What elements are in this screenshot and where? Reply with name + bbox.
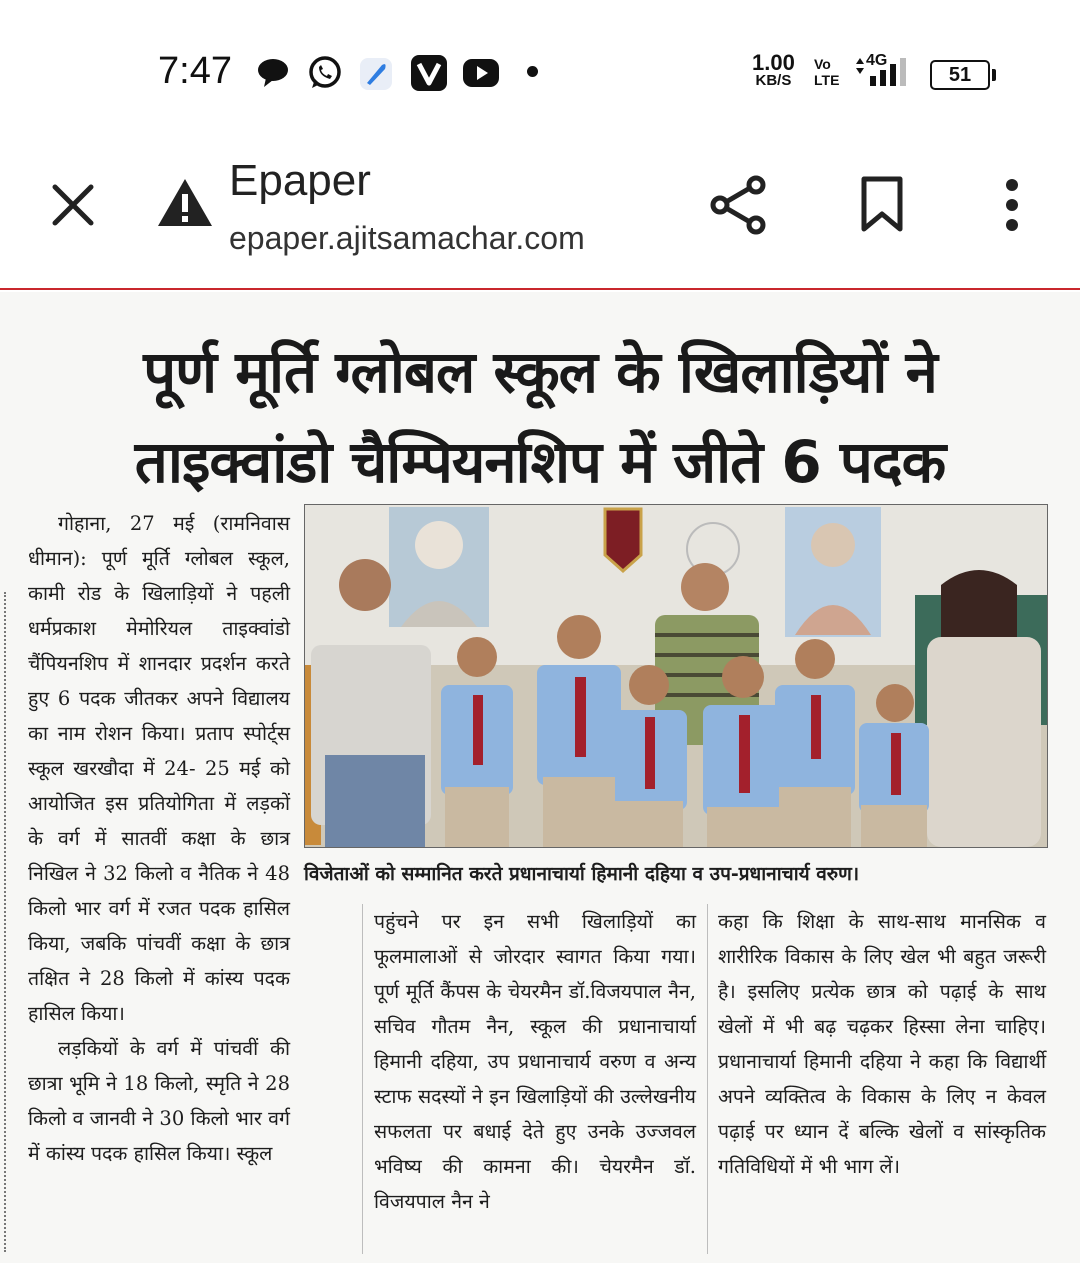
battery-indicator: 51: [930, 60, 990, 90]
warning-icon[interactable]: [156, 176, 214, 228]
column-separator-1: [362, 904, 363, 1254]
notification-dot: [527, 66, 538, 77]
signal-icon: [852, 54, 914, 88]
chat-bubble-icon: [256, 56, 290, 90]
speed-unit: KB/S: [755, 72, 792, 89]
group-photo-illustration: [305, 505, 1047, 847]
close-icon[interactable]: [50, 182, 96, 228]
speed-value: 1.00: [752, 50, 795, 75]
page-title: Epaper: [229, 156, 371, 205]
youtube-icon: [462, 58, 500, 88]
share-icon[interactable]: [708, 174, 770, 236]
header-divider: [0, 288, 1080, 290]
network-type: 4G: [866, 52, 888, 69]
volte-indicator: [814, 56, 839, 88]
bookmark-icon[interactable]: [860, 176, 904, 232]
page-edge-dots: [4, 592, 8, 1252]
photo-caption: विजेताओं को सम्मानित करते प्रधानाचार्या हिमानी दहिया व उप-प्रधानाचार्य वरुण।: [304, 863, 860, 885]
page-url[interactable]: epaper.ajitsamachar.com: [229, 220, 585, 256]
article-column-3: कहा कि शिक्षा के साथ-साथ मानसिक व शारीरिक विकास के लिए खेल भी बहुत जरूरी है। इसलिए प्रत्येक छात्र को पढ़ाई के साथ खेलों में भी बढ़ चढ़कर हिस्सा लेना चाहिए। प्रधानाचार्या हिमानी दहिया ने कहा कि विद्यार्थी अपने व्यक्तित्व के विकास के लिए न केवल पढ़ाई पर ध्यान दें बल्कि खेलों व सांस्कृतिक गतिविधियों में भी भाग लें।: [718, 910, 1046, 1178]
volte-bottom: LTE: [814, 72, 840, 88]
browser-header: [0, 140, 1080, 288]
article-column-1: [28, 506, 290, 1171]
column-1-paragraph-2: लड़कियों के वर्ग में पांचवीं की छात्रा भूमि ने 18 किलो, स्मृति ने 28 किलो व जानवी ने 30 किलो भार वर्ग में कांस्य पदक हासिल किया। स्कूल: [28, 1037, 290, 1165]
headline-line-1: पूर्ण मूर्ति ग्लोबल स्कूल के खिलाड़ियों ने: [143, 338, 937, 406]
network-speed: [752, 50, 795, 90]
status-bar: [0, 0, 1080, 140]
column-1-paragraph-1: गोहाना, 27 मई (रामनिवास धीमान): पूर्ण मूर्ति ग्लोबल स्कूल, कामी रोड के खिलाड़ियों ने पहली धर्मप्रकाश मेमोरियल ताइक्वांडो चैंपियनशिप में शानदार प्रदर्शन करते हुए 6 पदक जीतकर अपने विद्यालय का नाम रोशन किया। प्रताप स्पोर्ट्स स्कूल खरखौदा में 24- 25 मई को आयोजित इस प्रतियोगिता में लड़कों के वर्ग में सातवीं कक्षा के छात्र निखिल ने 32 किलो व नैतिक ने 48 किलो भार वर्ग में रजत पदक हासिल किया, जबकि पांचवीं कक्षा के छात्र तक्षित ने 28 किलो में कांस्य पदक हासिल किया।: [28, 512, 290, 1025]
browser-icon: [358, 56, 394, 92]
whatsapp-icon: [306, 54, 344, 92]
article-photo: [304, 504, 1048, 848]
column-separator-2: [707, 904, 708, 1254]
vpn-v-icon: [410, 54, 448, 92]
article-column-2: पहुंचने पर इन सभी खिलाड़ियों का फूलमालाओं से जोरदार स्वागत किया गया। पूर्ण मूर्ति कैंपस के चेयरमैन डॉ.विजयपाल नैन, सचिव गौतम नैन, स्कूल की प्रधानाचार्या हिमानी दहिया, उप प्रधानाचार्य वरुण व अन्य स्टाफ सदस्यों ने इन खिलाड़ियों की उल्लेखनीय सफलता पर बधाई देते हुए उनके उज्जवल भविष्य की कामना की। चेयरमैन डॉ. विजयपाल नैन ने: [374, 910, 696, 1213]
volte-top: Vo: [814, 56, 831, 72]
clock: 7:47: [158, 50, 232, 92]
headline-line-2: ताइक्वांडो चैम्पियनशिप में जीते 6 पदक: [134, 428, 946, 496]
epaper-clipping[interactable]: [0, 292, 1080, 1263]
more-vert-icon[interactable]: [1000, 178, 1024, 234]
